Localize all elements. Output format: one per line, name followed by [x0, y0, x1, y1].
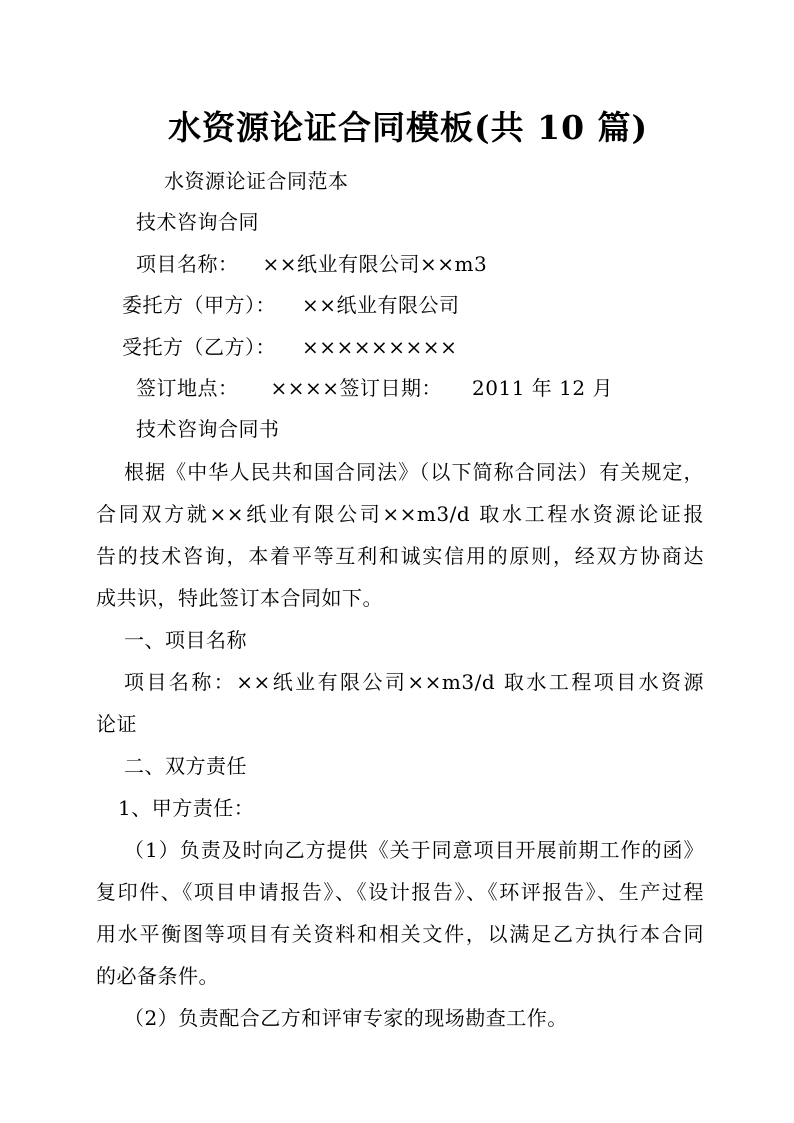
intro-paragraph-line: 成共识，特此签订本合同如下。	[96, 586, 383, 610]
document-title: 水资源论证合同模板(共 10 篇)	[168, 108, 649, 147]
project-name-row	[136, 251, 487, 277]
project-name-label: 项目名称：	[136, 252, 239, 276]
contractor-row	[122, 334, 457, 360]
item-2-line: （2）负责配合乙方和评审专家的现场勘查工作。	[124, 1006, 568, 1030]
intro-paragraph-line: 告的技术咨询，本着平等互利和诚实信用的原则，经双方协商达	[96, 544, 704, 568]
item-1-line: 的必备条件。	[96, 964, 219, 988]
item-1-line: 复印件、《项目申请报告》、《设计报告》、《环评报告》、生产过程	[96, 880, 704, 904]
section-heading-project-name: 一、项目名称	[124, 628, 247, 652]
signing-row	[136, 375, 613, 401]
item-1-line: （1）负责及时向乙方提供《关于同意项目开展前期工作的函》	[124, 838, 704, 862]
intro-paragraph-line: 合同双方就××纸业有限公司××m3/d 取水工程水资源论证报	[96, 502, 704, 526]
item-1-line: 用水平衡图等项目有关资料和相关文件，以满足乙方执行本合同	[96, 922, 704, 946]
client-label: 委托方（甲方）：	[122, 293, 276, 317]
sign-date-label: 签订日期：	[339, 376, 443, 400]
section-project-name-line: 论证	[96, 712, 137, 736]
sign-place-value: ××××	[270, 376, 340, 400]
project-name-value: ××纸业有限公司××m3	[262, 252, 488, 276]
section-project-name-line: 项目名称：××纸业有限公司××m3/d 取水工程项目水资源	[124, 670, 704, 694]
document-subtitle: 水资源论证合同范本	[164, 169, 349, 193]
contractor-value: ×××××××××	[302, 335, 458, 359]
contract-book-title: 技术咨询合同书	[136, 417, 280, 441]
contractor-label: 受托方（乙方）：	[122, 335, 276, 359]
contract-type: 技术咨询合同	[136, 210, 259, 234]
section-heading-responsibilities: 二、双方责任	[124, 754, 247, 778]
client-row	[122, 292, 460, 318]
subsection-heading-party-a: 1、甲方责任：	[118, 796, 255, 820]
sign-date-value: 2011 年 12 月	[472, 376, 613, 400]
intro-paragraph-line: 根据《中华人民共和国合同法》（以下简称合同法）有关规定，	[124, 460, 704, 484]
client-value: ××纸业有限公司	[302, 293, 460, 317]
sign-place-label: 签订地点：	[136, 376, 239, 400]
